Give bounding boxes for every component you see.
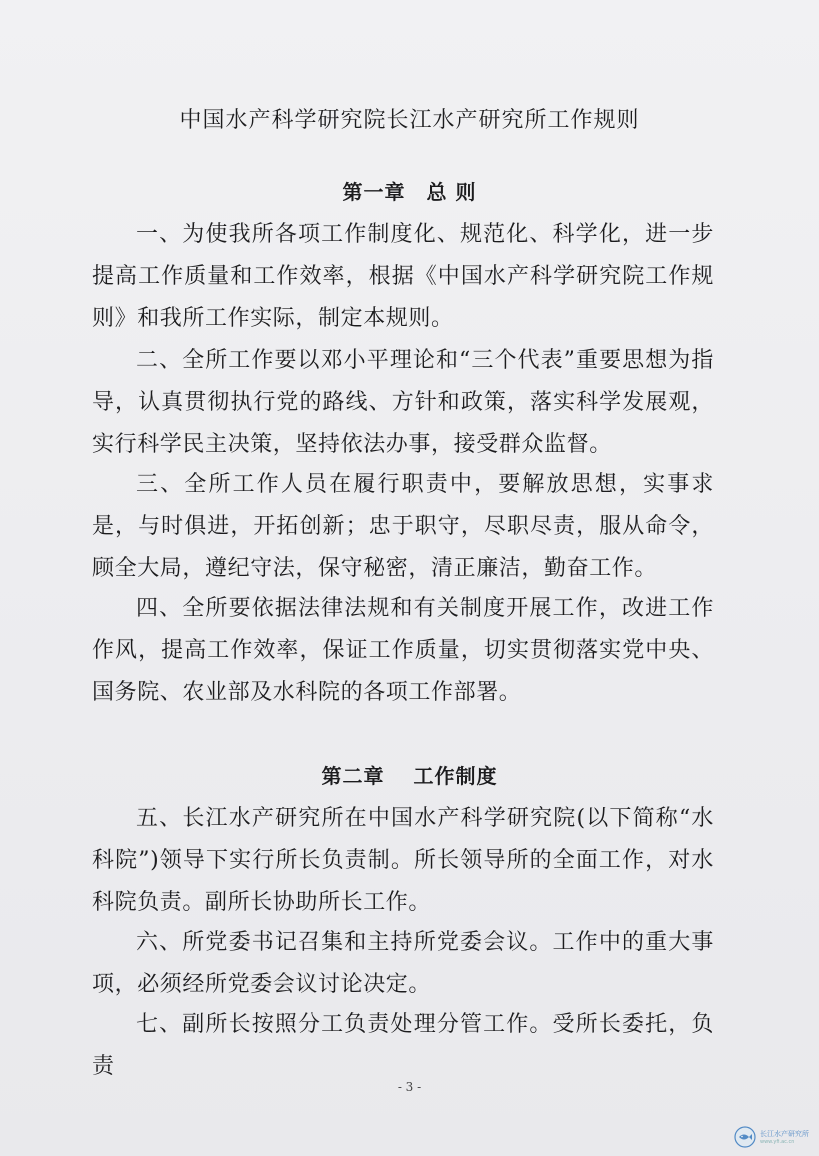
article-4: 四、全所要依据法律法规和有关制度开展工作，改进工作作风，提高工作效率，保证工作质量，切实贯彻落实党中央、国务院、农业部及水科院的各项工作部署。 bbox=[92, 596, 714, 705]
article-3: 三、全所工作人员在履行职责中，要解放思想，实事求是，与时俱进，开拓创新；忠于职守，尽职尽责，服从命令，顾全大局，遵纪守法，保守秘密，清正廉洁，勤奋工作。 bbox=[92, 472, 714, 581]
chapter-2-heading: 第二章 工作制度 bbox=[321, 764, 498, 788]
article-2: 二、全所工作要以邓小平理论和“三个代表”重要思想为指导，认真贯彻执行党的路线、方针和政策，落实科学发展观，实行科学民主决策，坚持依法办事，接受群众监督。 bbox=[92, 348, 714, 457]
article-6: 六、所党委书记召集和主持所党委会议。工作中的重大事项，必须经所党委会议讨论决定。 bbox=[92, 930, 714, 997]
watermark-url: www.yfi.ac.cn bbox=[760, 1138, 795, 1145]
site-watermark bbox=[734, 1126, 809, 1148]
watermark-text: 长江水产研究所 bbox=[760, 1129, 809, 1138]
article-5: 五、长江水产研究所在中国水产科学研究院(以下简称“水科院”)领导下实行所长负责制。所长领导所的全面工作，对水科院负责。副所长协助所长工作。 bbox=[92, 806, 714, 915]
chapter-1-heading: 第一章 总 则 bbox=[342, 180, 477, 204]
page-number: - 3 - bbox=[397, 1080, 422, 1094]
document-title: 中国水产科学研究院长江水产研究所工作规则 bbox=[179, 108, 640, 133]
fish-logo-icon bbox=[734, 1126, 756, 1148]
article-1: 一、为使我所各项工作制度化、规范化、科学化，进一步提高工作质量和工作效率，根据《中国水产科学研究院工作规则》和我所工作实际，制定本规则。 bbox=[92, 222, 714, 331]
article-7: 七、副所长按照分工负责处理分管工作。受所长委托，负责 bbox=[92, 1012, 714, 1079]
